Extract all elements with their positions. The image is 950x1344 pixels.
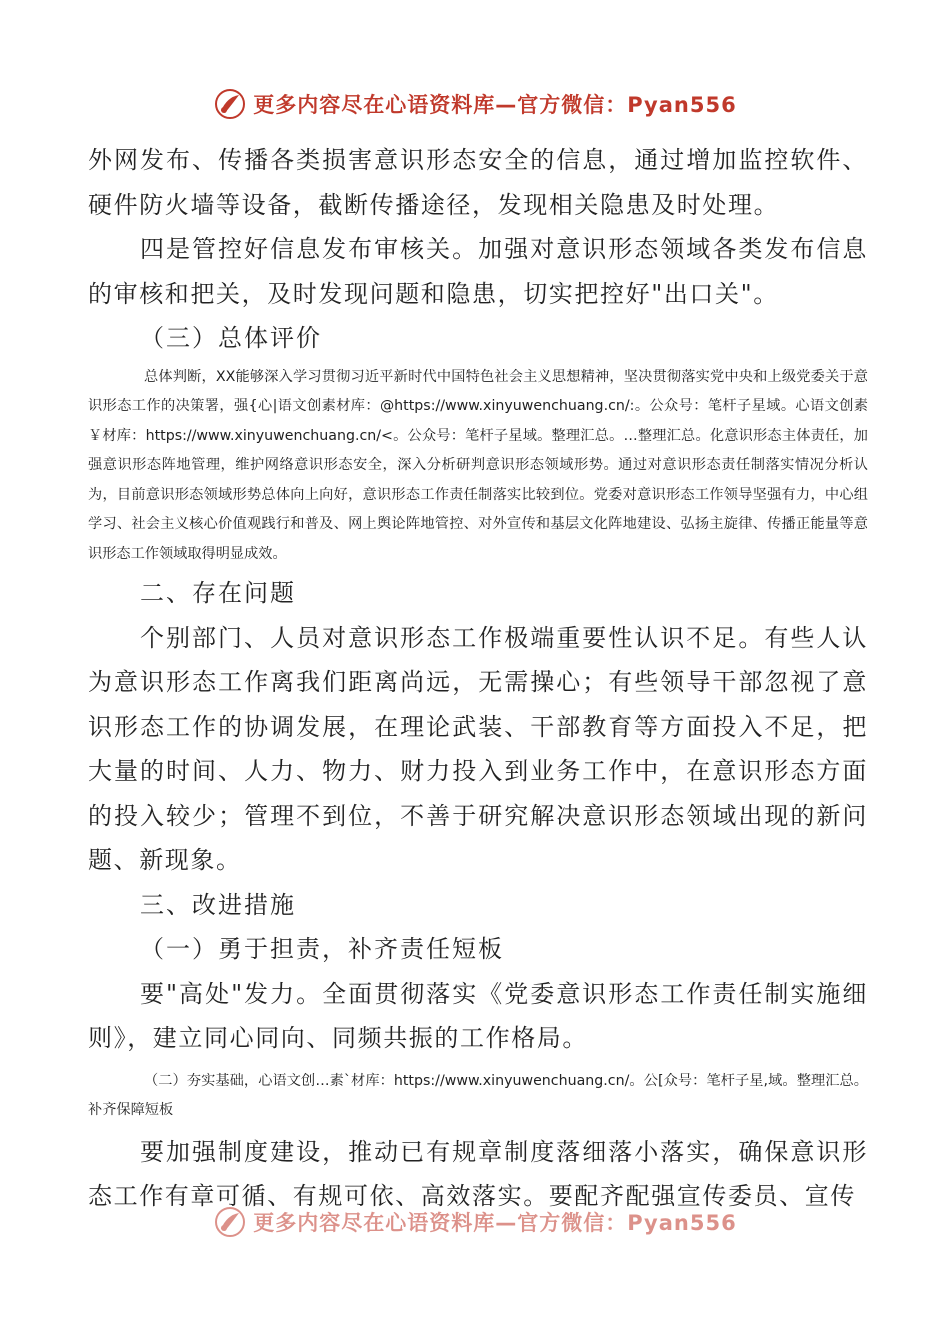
heading-improvements: 三、改进措施 [140,890,296,919]
heading-responsibility: （一）勇于担责，补齐责任短板 [140,935,504,963]
paragraph-measure-2: 要加强制度建设，推动已有规章制度落细落小落实，确保意识形态工作有章可循、有规可依、高效落实。要配齐配强宣传委员、宣传 [88,1137,868,1210]
paragraph-measure-1: 要"高处"发力。全面贯彻落实《党委意识形态工作责任制实施细则》，建立同心同向、同频共振的工作格局。 [88,979,868,1052]
heading-problems: 二、存在问题 [140,579,296,607]
heading-overall-evaluation: （三）总体评价 [140,324,322,352]
watermark-text: 更多内容尽在心语资料库—官方微信：Pyan556 [253,93,737,117]
watermark-banner-bottom [0,1202,950,1242]
brush-logo-icon [213,1205,247,1239]
brush-logo-icon [213,87,247,121]
watermark-banner-top [0,84,950,124]
paragraph-review: 四是管控好信息发布审核关。加强对意识形态领域各类发布信息的审核和把关，及时发现问题和隐患，切实把控好"出口关"。 [88,235,868,308]
paragraph-network: 外网发布、传播各类损害意识形态安全的信息，通过增加监控软件、硬件防火墙等设备，截断传播途径，发现相关隐患及时处理。 [88,146,868,219]
document-body [88,138,868,1219]
paragraph-evaluation: 总体判断，XX能够深入学习贯彻习近平新时代中国特色社会主义思想精神，坚决贯彻落实党中央和上级党委关于意识形态工作的决策署，强{心|语文创素材库：@https://www.xinyuwenchuang.cn/:。公众号：笔杆子星域。心语文创素￥材库：https://www.xinyuwenchuang.cn/<。公众号：笔杆子星域。整理汇总。…整理汇总。化意识形态主体责任，加强意识形态阵地管理，维护网络意识形态安全，深入分析研判意识形态领域形势。通过对意识形态责任制落实情况分析认为，目前意识形态领域形势总体向上向好，意识形态工作责任制落实比较到位。党委对意识形态工作领导坚强有力，中心组学习、社会主义核心价值观践行和普及、网上舆论阵地管控、对外宣传和基层文化阵地建设、弘扬主旋律、传播正能量等意识形态工作领域取得明显成效。 [88,368,868,562]
paragraph-foundation-note: （二）夯实基础，心语文创…素`材库：https://www.xinyuwenchuang.cn/。公[众号：笔杆子星,域。整理汇总。补齐保障短板 [88,1072,868,1118]
paragraph-problems: 个别部门、人员对意识形态工作极端重要性认识不足。有些人认为意识形态工作离我们距离尚远，无需操心；有些领导干部忽视了意识形态工作的协调发展，在理论武装、干部教育等方面投入不足，把大量的时间、人力、物力、财力投入到业务工作中，在意识形态方面的投入较少；管理不到位，不善于研究解决意识形态领域出现的新问题、新现象。 [88,623,868,874]
watermark-text: 更多内容尽在心语资料库—官方微信：Pyan556 [253,1211,737,1235]
